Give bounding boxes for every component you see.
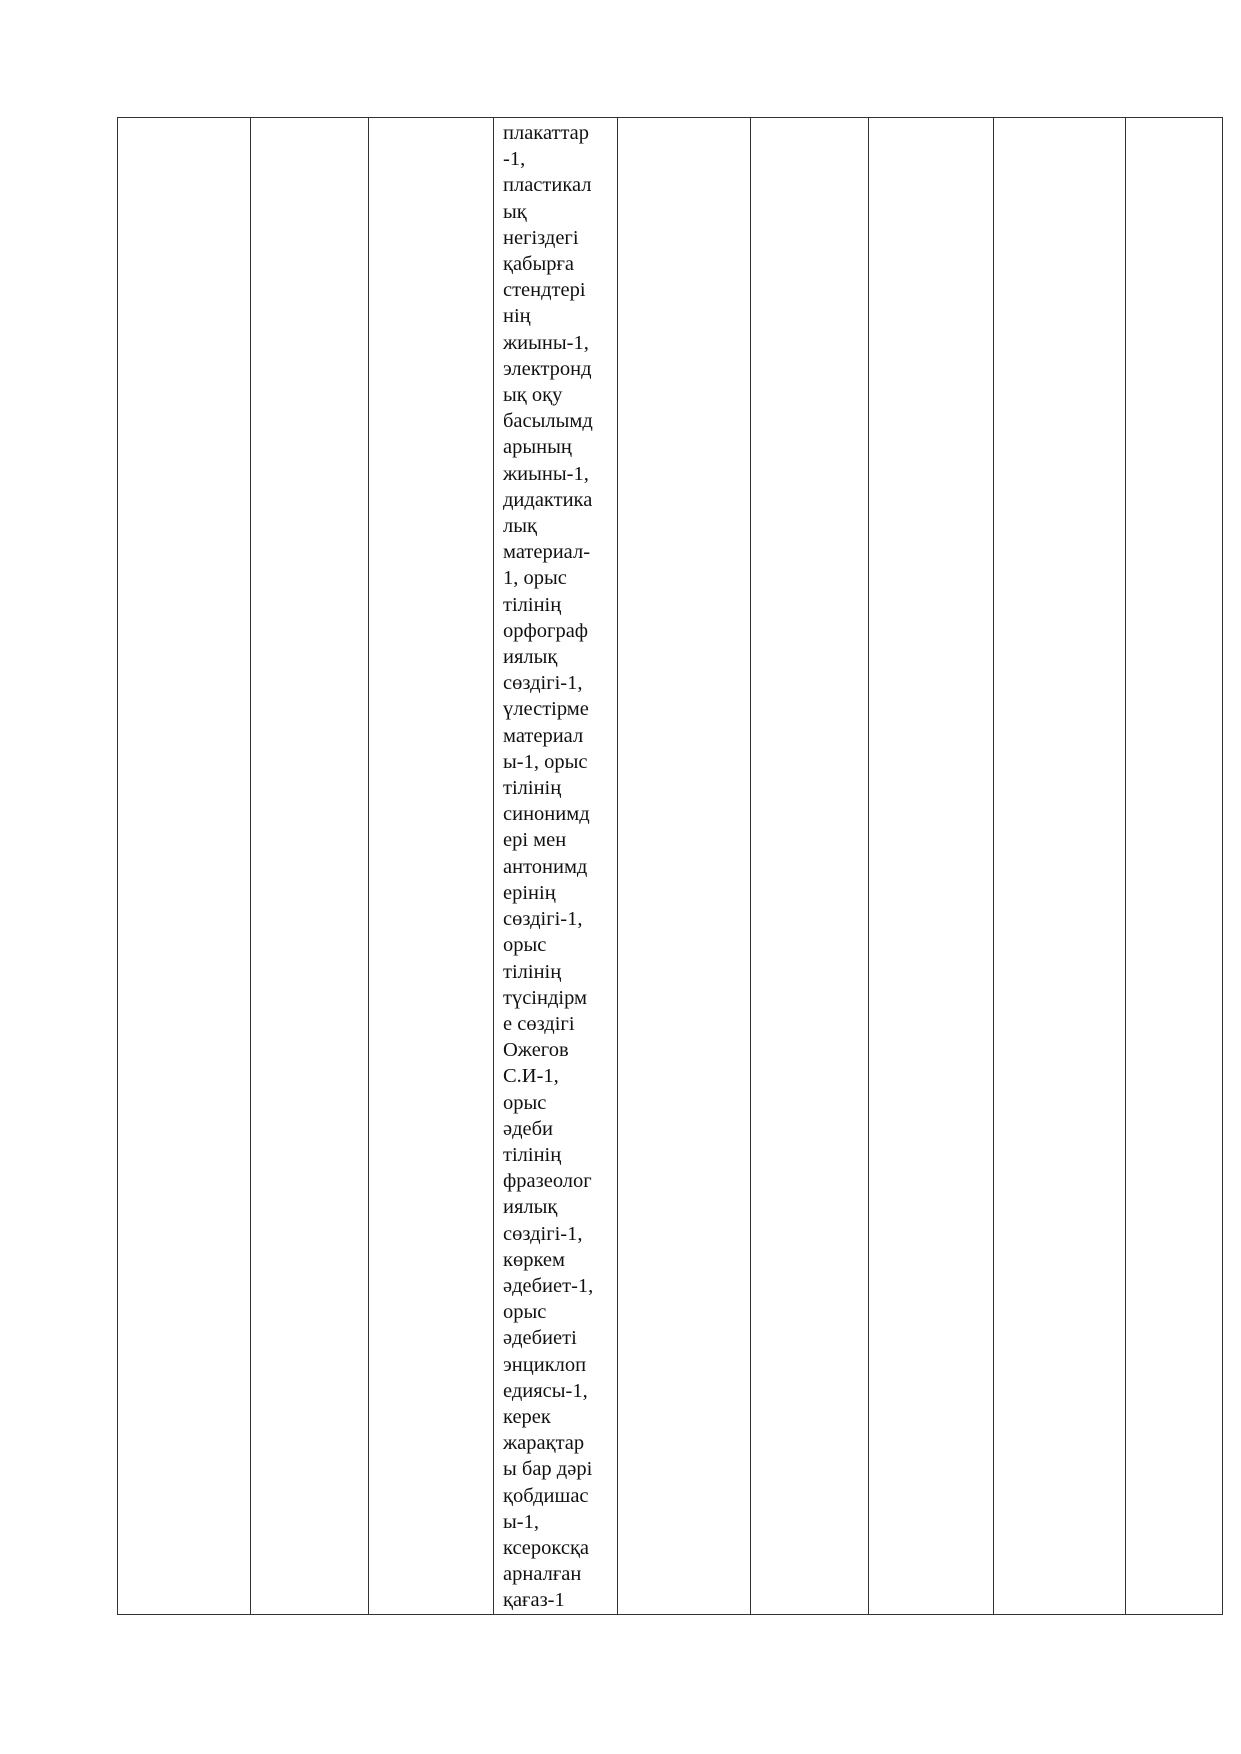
text-line: материал- (503, 541, 591, 564)
text-line: керек (503, 1405, 551, 1428)
table-cell-5 (618, 118, 751, 1615)
text-line: әдебиет-1, (503, 1274, 594, 1297)
text-line: С.И-1, (503, 1065, 559, 1088)
text-line: көркем (503, 1248, 565, 1271)
text-line: иялық (503, 646, 558, 669)
table-row (118, 118, 1223, 1615)
text-line: синонимд (503, 803, 590, 826)
text-line: негіздегі (503, 226, 579, 249)
text-line: ерінің (503, 881, 556, 904)
text-line: қабырға (503, 253, 575, 276)
text-line: нің (503, 305, 531, 328)
table-cell-6 (751, 118, 869, 1615)
text-line: жарақтар (503, 1432, 585, 1455)
text-line: жиыны-1, (503, 462, 589, 485)
text-line: орыс (503, 1091, 547, 1114)
table-cell-equipment-list (494, 118, 618, 1615)
text-line: едиясы-1, (503, 1379, 588, 1402)
text-line: қағаз-1 (503, 1589, 565, 1612)
text-line: ы-1, орыс (503, 750, 588, 773)
document-table (117, 117, 1223, 1615)
text-line: орфограф (503, 619, 589, 642)
text-line: арналған (503, 1563, 582, 1586)
text-line: ері мен (503, 829, 567, 852)
text-line: қобдишас (503, 1484, 589, 1507)
text-line: иялық (503, 1196, 558, 1219)
text-line: ық (503, 200, 527, 223)
text-line: е сөздігі (503, 1012, 575, 1035)
text-line: плакаттар (503, 122, 590, 144)
text-line: антонимд (503, 855, 588, 878)
text-line: ық оқу (503, 384, 563, 407)
text-line: жиыны-1, (503, 331, 589, 354)
table-cell-8 (994, 118, 1126, 1615)
text-line: ксероксқа (503, 1536, 590, 1559)
text-line: пластикал (503, 174, 592, 197)
equipment-list-text (494, 118, 617, 1614)
text-line: -1, (503, 148, 526, 171)
text-line: стендтері (503, 279, 586, 302)
text-line: тілінің (503, 960, 562, 983)
text-line: түсіндірм (503, 986, 588, 1009)
text-line: материал (503, 724, 584, 747)
text-line: электронд (503, 357, 592, 380)
text-line: әдеби (503, 1117, 554, 1140)
text-line: тілінің (503, 593, 562, 616)
text-line: орыс (503, 934, 547, 957)
text-line: тілінің (503, 777, 562, 800)
text-line: дидактика (503, 488, 593, 511)
table-cell-2 (251, 118, 369, 1615)
text-line: фразеолог (503, 1170, 592, 1193)
text-line: сөздігі-1, (503, 1222, 583, 1245)
table-cell-3 (369, 118, 494, 1615)
text-line: арының (503, 436, 572, 459)
text-line: сөздігі-1, (503, 908, 583, 931)
table-cell-7 (869, 118, 994, 1615)
text-line: 1, орыс (503, 567, 567, 590)
table-cell-9 (1126, 118, 1223, 1615)
text-line: сөздігі-1, (503, 672, 583, 695)
text-line: ы-1, (503, 1510, 539, 1533)
table-cell-1 (118, 118, 251, 1615)
text-line: энциклоп (503, 1353, 587, 1376)
text-line: Ожегов (503, 1039, 569, 1062)
text-line: үлестірме (503, 698, 589, 721)
text-line: тілінің (503, 1143, 562, 1166)
text-line: әдебиеті (503, 1327, 577, 1350)
text-line: ы бар дәрі (503, 1458, 593, 1481)
text-line: лық (503, 515, 537, 538)
text-line: басылымд (503, 410, 593, 433)
text-line: орыс (503, 1301, 547, 1324)
